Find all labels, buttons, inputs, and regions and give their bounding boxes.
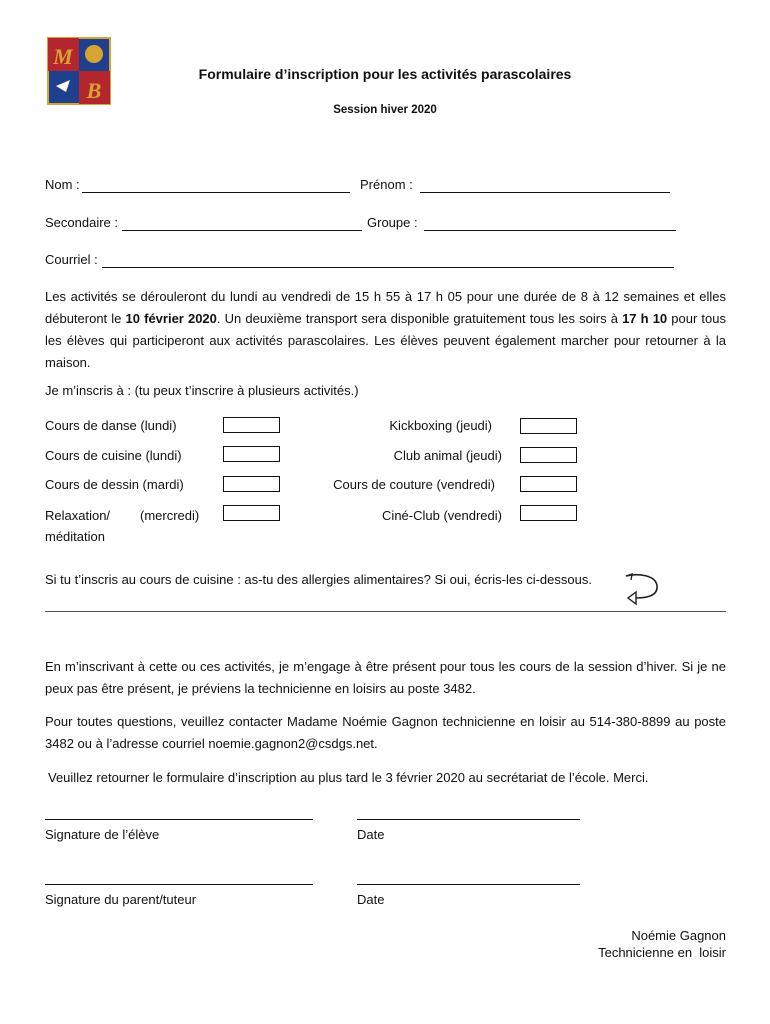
secondaire-label: Secondaire :: [45, 215, 118, 230]
date2-field[interactable]: [357, 884, 580, 885]
date1-field[interactable]: [357, 819, 580, 820]
contact-paragraph: Pour toutes questions, veuillez contacter Madame Noémie Gagnon technicienne en loisir au 514-380-8899 au poste 3482 ou à l’adresse courriel noemie.gagnon2@csdgs.net.: [45, 714, 726, 751]
activity-dessin-label: Cours de dessin (mardi): [45, 477, 184, 492]
form-title: Formulaire d’inscription pour les activités parascolaires: [198, 66, 572, 82]
allergy-answer-line[interactable]: [45, 611, 726, 612]
activity-cine-club-checkbox[interactable]: [520, 505, 577, 521]
secondaire-field[interactable]: [122, 230, 362, 231]
activity-danse-label: Cours de danse (lundi): [45, 418, 177, 433]
groupe-field[interactable]: [424, 230, 676, 231]
activity-danse-checkbox[interactable]: [223, 417, 280, 433]
groupe-label: Groupe :: [367, 215, 418, 230]
footer-name: Noémie Gagnon: [631, 928, 726, 943]
nom-label: Nom :: [45, 177, 80, 192]
prenom-field[interactable]: [420, 192, 670, 193]
start-date: 10 février 2020: [125, 311, 217, 326]
footer-role: Technicienne en loisir: [598, 945, 726, 960]
intro-paragraph: [45, 286, 726, 374]
activity-relaxation-label: Relaxation/: [45, 508, 111, 523]
nom-field[interactable]: [82, 192, 350, 193]
activity-kickboxing-checkbox[interactable]: [520, 418, 577, 434]
date1-label: Date: [357, 827, 385, 842]
courriel-field[interactable]: [102, 267, 674, 268]
student-signature-field[interactable]: [45, 819, 313, 820]
activity-meditation-label: méditation: [45, 529, 105, 544]
logo-letter-m: M: [53, 44, 73, 69]
prenom-label: Prénom :: [360, 177, 413, 192]
activity-relaxation-day: (mercredi): [140, 508, 200, 523]
allergy-question: Si tu t’inscris au cours de cuisine : as-tu des allergies alimentaires? Si oui, écris-les ci-dessous.: [45, 572, 592, 587]
activity-dessin-checkbox[interactable]: [223, 476, 280, 492]
student-signature-label: Signature de l’élève: [45, 827, 160, 842]
activity-kickboxing-label: Kickboxing (jeudi): [389, 418, 492, 433]
courriel-label: Courriel :: [45, 252, 98, 267]
activity-couture-label: Cours de couture (vendredi): [333, 477, 495, 492]
intro-text-2: . Un deuxième transport sera disponible gratuitement tous les soirs à: [216, 311, 623, 326]
logo-letter-b: B: [86, 78, 102, 103]
date2-label: Date: [357, 892, 385, 907]
bus-time: 17 h 10: [622, 311, 668, 326]
intro-text-3: pour tous les élèves qui participeront aux activités parascolaires. Les élèves peuvent également marcher pour retourner à la maison.: [45, 311, 726, 370]
activity-couture-checkbox[interactable]: [520, 476, 577, 492]
activity-cuisine-label: Cours de cuisine (lundi): [45, 448, 182, 463]
parent-signature-label: Signature du parent/tuteur: [45, 892, 197, 907]
activity-club-animal-label: Club animal (jeudi): [393, 448, 502, 463]
activity-club-animal-checkbox[interactable]: [520, 447, 577, 463]
commitment-paragraph: En m’inscrivant à cette ou ces activités, je m’engage à être présent pour tous les cours de la session d’hiver. Si je ne peux pas être présent, je préviens la technicienne en loisirs au poste 3482.: [45, 659, 726, 696]
activity-cuisine-checkbox[interactable]: [223, 446, 280, 462]
parent-signature-field[interactable]: [45, 884, 313, 885]
return-arrow-icon: [624, 572, 662, 606]
activity-relaxation-checkbox[interactable]: [223, 505, 280, 521]
return-note: Veuillez retourner le formulaire d’inscription au plus tard le 3 février 2020 au secrétariat de l’école. Merci.: [48, 770, 649, 785]
activity-cine-club-label: Ciné-Club (vendredi): [382, 508, 502, 523]
session-subtitle: Session hiver 2020: [333, 104, 437, 116]
inscription-prompt: Je m’inscris à : (tu peux t’inscrire à plusieurs activités.): [45, 383, 359, 398]
intro-text-1: Les activités se dérouleront du lundi au vendredi de 15 h 55 à 17 h 05 pour une durée de 8 à 12 semaines et elles débuteront le: [45, 289, 726, 326]
